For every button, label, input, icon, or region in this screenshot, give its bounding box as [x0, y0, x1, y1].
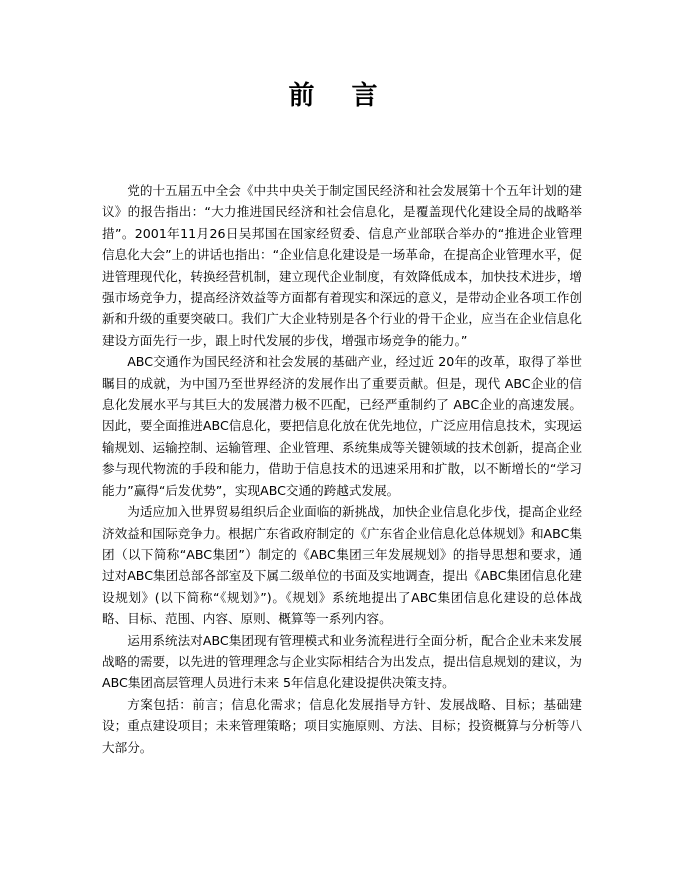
paragraph-3: 为适应加入世界贸易组织后企业面临的新挑战，加快企业信息化步伐，提高企业经济效益和国际竞争力。根据广东省政府制定的《广东省企业信息化总体规划》和ABC集团（以下简称“ABC集团”）制定的《ABC集团三年发展规划》的指导思想和要求，通过对ABC集团总部各部室及下属二级单位的书面及实地调查，提出《ABC集团信息化建设规划》(以下简称“《规划》”)。《规划》系统地提出了ABC集团信息化建设的总体战略、目标、范围、内容、原则、概算等一系列内容。	[102, 504, 582, 627]
paragraph-2: ABC交通作为国民经济和社会发展的基础产业，经过近 20年的改革，取得了举世瞩目的成就，为中国乃至世界经济的发展作出了重要贡献。但是，现代 ABC企业的信息化发展水平与其巨大的发展潜力极不匹配，已经严重制约了 ABC企业的高速发展。因此，要全面推进ABC信息化，要把信息化放在优先地位，广泛应用信息技术，实现运输规划、运输控制、运输管理、企业管理、系统集成等关键领域的技术创新，提高企业参与现代物流的手段和能力，借助于信息技术的迅速采用和扩散，以不断增长的“学习能力”赢得“后发优势”，实现ABC交通的跨越式发展。	[102, 354, 582, 498]
document-body	[102, 180, 582, 758]
paragraph-1: 党的十五届五中全会《中共中央关于制定国民经济和社会发展第十个五年计划的建议》的报告指出：“大力推进国民经济和社会信息化，是覆盖现代化建设全局的战略举措”。2001年11月26日吴邦国在国家经贸委、信息产业部联合举办的“推进企业管理信息化大会”上的讲话也指出：“企业信息化建设是一场革命，在提高企业管理水平，促进管理现代化，转换经营机制，建立现代企业制度，有效降低成本，加快技术进步，增强市场竞争力，提高经济效益等方面都有着现实和深远的意义，是带动企业各项工作创新和升级的重要突破口。我们广大企业特别是各个行业的骨干企业，应当在企业信息化建设方面先行一步，跟上时代发展的步伐，增强市场竞争的能力。”	[102, 183, 582, 348]
paragraph-4: 运用系统法对ABC集团现有管理模式和业务流程进行全面分析，配合企业未来发展战略的需要，以先进的管理理念与企业实际相结合为出发点，提出信息规划的建议，为ABC集团高层管理人员进行未来 5年信息化建设提供决策支持。	[102, 632, 582, 691]
page-title: 前 言	[288, 81, 392, 111]
paragraph-5: 方案包括：前言；信息化需求；信息化发展指导方针、发展战略、目标；基础建设；重点建设项目；未来管理策略；项目实施原则、方法、目标；投资概算与分析等八大部分。	[102, 696, 582, 755]
